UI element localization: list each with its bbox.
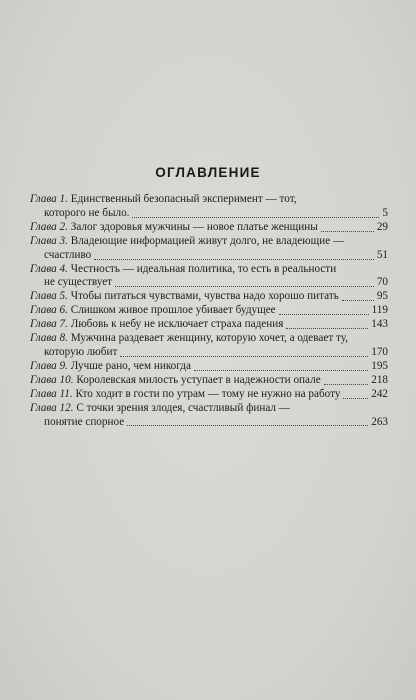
toc-entry — [30, 360, 388, 374]
dot-leader — [279, 314, 369, 315]
page-number: 95 — [376, 290, 388, 303]
page-number: 5 — [382, 206, 388, 219]
dot-leader — [194, 370, 368, 371]
toc-entry — [30, 235, 388, 263]
page-number: 29 — [376, 220, 388, 233]
page-number: 170 — [371, 345, 388, 358]
dot-leader — [132, 217, 379, 218]
page-number: 242 — [371, 387, 388, 400]
toc-entry — [30, 388, 388, 402]
chapter-title: Кто ходит в гости по утрам — тому не нужно на работу — [72, 387, 341, 400]
chapter-title: Чтобы питаться чувствами, чувства надо хорошо питать — [67, 290, 339, 303]
dot-leader — [342, 300, 374, 301]
chapter-title: Лучше рано, чем никогда — [67, 359, 191, 372]
chapter-number: Глава 11. — [30, 387, 73, 400]
chapter-title: С точки зрения злодея, счастливый финал — — [73, 401, 290, 414]
toc-entry — [30, 193, 388, 221]
toc-entry — [30, 221, 388, 235]
dot-leader — [115, 286, 374, 287]
chapter-number: Глава 5. — [30, 290, 68, 303]
chapter-number: Глава 9. — [30, 359, 68, 372]
chapter-number: Глава 7. — [30, 318, 68, 331]
toc-heading: ОГЛАВЛЕНИЕ — [155, 165, 261, 180]
chapter-number: Глава 12. — [30, 401, 74, 414]
table-of-contents — [30, 193, 388, 429]
chapter-number: Глава 1. — [30, 193, 68, 205]
page-number: 119 — [371, 304, 388, 317]
page-number: 143 — [371, 318, 388, 331]
page-number: 218 — [371, 373, 388, 386]
chapter-number: Глава 2. — [30, 220, 68, 233]
chapter-title-cont: не существует — [44, 276, 113, 289]
toc-entry — [30, 332, 388, 360]
toc-entry — [30, 263, 388, 291]
dot-leader — [321, 231, 374, 232]
toc-entry — [30, 402, 388, 430]
chapter-title: Мужчина раздевает женщину, которую хочет, а одевает ту, — [67, 332, 349, 345]
chapter-title-cont: которого не было. — [44, 206, 130, 219]
chapter-title: Слишком живое прошлое убивает будущее — [67, 304, 276, 317]
chapter-title: Залог здоровья мужчины — новое платье женщины — [67, 220, 318, 233]
dot-leader — [120, 356, 368, 357]
chapter-title: Любовь к небу не исключает страха падения — [67, 318, 284, 331]
chapter-title: Честность — идеальная политика, то есть в реальности — [67, 262, 337, 275]
chapter-number: Глава 10. — [30, 373, 74, 386]
chapter-number: Глава 4. — [30, 262, 68, 275]
toc-entry — [30, 374, 388, 388]
chapter-title-cont: понятие спорное — [44, 415, 125, 428]
toc-entry — [30, 290, 388, 304]
chapter-title: Единственный безопасный эксперимент — тот, — [67, 193, 297, 205]
dot-leader — [343, 398, 368, 399]
dot-leader — [324, 384, 369, 385]
page-number: 263 — [371, 415, 388, 428]
toc-entry — [30, 304, 388, 318]
dot-leader — [286, 328, 368, 329]
chapter-title: Королевская милость уступает в надежности опале — [73, 373, 321, 386]
chapter-number: Глава 8. — [30, 332, 68, 345]
dot-leader — [127, 425, 368, 426]
chapter-number: Глава 3. — [30, 234, 68, 247]
page-number: 70 — [376, 276, 388, 289]
chapter-title-cont: счастливо — [44, 248, 92, 261]
chapter-title-cont: которую любит — [44, 345, 118, 358]
chapter-number: Глава 6. — [30, 304, 68, 317]
page-number: 195 — [371, 359, 388, 372]
dot-leader — [94, 259, 374, 260]
chapter-title: Владеющие информацией живут долго, не владеющие — — [67, 234, 345, 247]
page-number: 51 — [376, 248, 388, 261]
toc-entry — [30, 318, 388, 332]
